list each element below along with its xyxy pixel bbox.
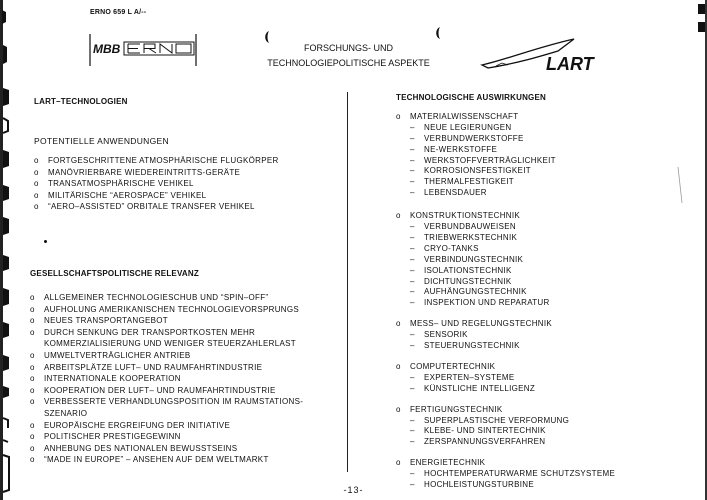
bullet: o: [34, 156, 39, 165]
bullet: o: [30, 374, 35, 384]
list-item: [30, 454, 303, 466]
impact-item: [396, 166, 556, 177]
list-item: o “AERO–ASSISTED” ORBITALE TRANSFER VEHIKEL: [34, 202, 255, 212]
list-item: [30, 362, 303, 374]
svg-text:MBB: MBB: [93, 42, 121, 56]
bullet: o: [30, 362, 35, 372]
list-item-text: ALLGEMEINER TECHNOLOGIESCHUB UND “SPIN–OFF”: [44, 293, 269, 302]
bullet: o: [30, 293, 35, 302]
bullet: o: [34, 167, 39, 177]
list-item-continuation: SZENARIO: [44, 408, 88, 418]
bullet: o: [396, 112, 401, 121]
impact-item-text: DICHTUNGSTECHNIK: [424, 276, 512, 286]
dash: –: [410, 254, 415, 264]
impact-item: [396, 123, 556, 134]
list-item-text: UMWELTVERTRÄGLICHER ANTRIEB: [44, 350, 191, 360]
list-item: o MILITÄRISCHE “AEROSPACE” VEHIKEL: [34, 190, 207, 200]
bullet: o: [30, 327, 35, 337]
bullet: o: [30, 304, 35, 314]
list-item: [30, 350, 303, 362]
applications-list: [34, 155, 279, 213]
list-item-text: AUFHOLUNG AMERIKANISCHEN TECHNOLOGIEVORSPRUNGS: [44, 304, 300, 314]
pencil-mark: [660, 165, 690, 205]
impact-item: [396, 437, 569, 448]
bullet: o: [396, 211, 401, 221]
list-item-continuation: KOMMERZIALISIERUNG UND WENIGER STEUERZAHLERLAST: [44, 339, 296, 349]
impact-item-text: NEUE LEGIERUNGEN: [424, 122, 512, 132]
list-item-text: POLITISCHER PRESTIGEGEWINN: [44, 432, 181, 442]
impact-item: [396, 469, 615, 480]
dash: –: [410, 383, 415, 393]
impact-item-text: AUFHÄNGUNGSTECHNIK: [424, 287, 527, 297]
impact-group: [396, 211, 550, 309]
dash: –: [410, 155, 415, 165]
impact-group: [396, 112, 556, 199]
dash: –: [410, 298, 415, 308]
dash: –: [410, 232, 415, 242]
impact-item: [396, 233, 550, 244]
impact-group-title: [396, 405, 569, 416]
impact-group-title: [396, 319, 552, 330]
impact-item-text: STEUERUNGSTECHNIK: [424, 341, 520, 351]
impact-group-title-text: FERTIGUNGSTECHNIK: [410, 404, 503, 414]
list-item: o MANÖVRIERBARE WIEDEREINTRITTS-GERÄTE: [34, 167, 241, 177]
impact-item-text: LEBENSDAUER: [424, 188, 487, 198]
impact-item-text: TRIEBWERKSTECHNIK: [424, 232, 518, 242]
dash: –: [410, 276, 415, 286]
list-item-text: VERBESSERTE VERHANDLUNGSPOSITION IM RAUMSTATIONS-: [44, 397, 304, 407]
impact-item-text: HOCHTEMPERATURWARME SCHUTZSYSTEME: [424, 469, 616, 479]
bullet: o: [34, 179, 39, 189]
applications-heading: POTENTIELLE ANWENDUNGEN: [34, 136, 169, 146]
binding-edge: [0, 0, 24, 500]
impact-group-title: [396, 458, 615, 469]
impact-item-text: ISOLATIONSTECHNIK: [424, 265, 512, 275]
impact-item: [396, 277, 550, 288]
list-item: o FORTGESCHRITTENE ATMOSPHÄRISCHE FLUGKÖRPER: [34, 156, 279, 165]
dash: –: [410, 330, 415, 340]
impact-item-text: KÜNSTLICHE INTELLIGENZ: [424, 383, 536, 393]
dash: –: [410, 415, 415, 425]
lart-logo: [478, 35, 598, 75]
impact-group-title-text: COMPUTERTECHNIK: [410, 362, 496, 371]
dash: –: [410, 243, 415, 253]
impact-group-title: [396, 211, 550, 222]
impact-item: [396, 156, 556, 167]
impact-item: [396, 341, 552, 352]
dash: –: [410, 133, 415, 143]
bullet: o: [30, 455, 35, 465]
dash: –: [410, 144, 415, 154]
list-item-text: DURCH SENKUNG DER TRANSPORTKOSTEN MEHR: [44, 327, 256, 337]
dash: –: [410, 287, 415, 297]
impact-item-text: VERBINDUNGSTECHNIK: [424, 254, 524, 264]
dash: –: [410, 372, 415, 382]
dash: –: [410, 188, 415, 198]
list-item: [30, 304, 303, 316]
dash: –: [410, 122, 415, 132]
column-divider: [347, 92, 348, 472]
impact-item: [396, 188, 556, 199]
impact-item-text: SENSORIK: [424, 330, 468, 340]
bullet: o: [396, 458, 401, 468]
bullet: o: [396, 319, 401, 329]
list-item: [30, 443, 303, 455]
list-item: o TRANSATMOSPHÄRISCHE VEHIKEL: [34, 179, 194, 189]
list-item-text: INTERNATIONALE KOOPERATION: [44, 374, 181, 384]
list-item-text: EUROPÄISCHE ERGREIFUNG DER INITIATIVE: [44, 420, 231, 430]
dash: –: [410, 265, 415, 275]
list-item: [30, 292, 303, 304]
impact-item: [396, 255, 550, 266]
impact-group-title-text: MESS– UND REGELUNGSTECHNIK: [410, 319, 553, 329]
bullet: o: [30, 443, 35, 453]
impact-item-text: NE-WERKSTOFFE: [424, 144, 498, 154]
list-item-text: NEUES TRANSPORTANGEBOT: [44, 316, 168, 326]
svg-text:LART: LART: [546, 54, 594, 74]
page-number: -13-: [343, 485, 364, 495]
impact-item: [396, 426, 569, 437]
impact-item: [396, 373, 535, 384]
bullet: o: [30, 432, 35, 442]
list-item-text: ARBEITSPLÄTZE LUFT– UND RAUMFAHRTINDUSTRIE: [44, 362, 263, 372]
bullet: o: [34, 190, 39, 200]
dash: –: [410, 166, 415, 176]
list-item: [30, 315, 303, 327]
impact-item-text: HOCHLEISTUNGSTURBINE: [424, 480, 535, 490]
impact-item: [396, 287, 550, 298]
list-item: [30, 385, 303, 397]
impact-group-title: [396, 112, 556, 123]
impact-item-text: THERMALFESTIGKEIT: [424, 177, 514, 187]
left-heading: LART–TECHNOLOGIEN: [34, 97, 128, 106]
impact-item: [396, 244, 550, 255]
impact-item-text: KORROSIONSFESTIGKEIT: [424, 166, 531, 176]
document-title: [0, 41, 707, 71]
document-id: ERNO 659 L A/--: [90, 9, 147, 16]
impact-item-text: SUPERPLASTISCHE VERFORMUNG: [424, 415, 570, 425]
bullet: o: [30, 316, 35, 326]
impact-group-title: [396, 362, 535, 373]
dash: –: [410, 222, 415, 232]
impact-group-title-text: MATERIALWISSENSCHAFT: [410, 112, 519, 121]
title-line-2: TECHNOLOGIEPOLITISCHE ASPEKTE: [267, 58, 430, 68]
impact-item-text: INSPEKTION UND REPARATUR: [424, 298, 550, 308]
list-item-text: KOOPERATION DER LUFT– UND RAUMFAHRTINDUSTRIE: [44, 385, 276, 395]
dash: –: [410, 341, 415, 351]
dash: –: [410, 426, 415, 436]
dash: –: [410, 469, 415, 479]
impact-item-text: ZERSPANNUNGSVERFAHREN: [424, 437, 546, 447]
bullet: o: [30, 420, 35, 430]
impact-group: [396, 362, 535, 395]
impact-item: [396, 145, 556, 156]
impact-item: [396, 298, 550, 309]
impact-item: [396, 222, 550, 233]
impact-item-text: EXPERTEN–SYSTEME: [424, 372, 515, 382]
impact-item-text: VERBUNDBAUWEISEN: [424, 222, 516, 232]
impact-group-title-text: ENERGIETECHNIK: [410, 458, 486, 468]
list-item: [30, 431, 303, 443]
dash: –: [410, 480, 415, 490]
right-edge-marks: [696, 0, 707, 500]
dash: –: [410, 177, 415, 187]
impact-item: [396, 266, 550, 277]
impact-item-text: CRYO-TANKS: [424, 243, 479, 253]
list-item: [30, 327, 303, 339]
dash: –: [410, 437, 415, 447]
impact-item-text: KLEBE- UND SINTERTECHNIK: [424, 426, 546, 436]
bullet: o: [30, 385, 35, 395]
impact-item-text: VERBUNDWERKSTOFFE: [424, 133, 524, 143]
impact-group-title-text: KONSTRUKTIONSTECHNIK: [410, 211, 521, 221]
impact-group: [396, 405, 569, 449]
stray-dot: [44, 240, 47, 243]
bullet: o: [34, 202, 39, 212]
bullet: o: [396, 362, 401, 371]
impact-item: [396, 134, 556, 145]
bullet: o: [396, 404, 401, 414]
list-item: [30, 420, 303, 432]
impact-item: [396, 384, 535, 395]
impact-item: [396, 416, 569, 427]
title-line-1: FORSCHUNGS- UND: [304, 43, 393, 53]
list-item: [30, 373, 303, 385]
list-item-text: “MADE IN EUROPE” – ANSEHEN AUF DEM WELTMARKT: [44, 455, 269, 465]
impact-group: [396, 319, 552, 352]
list-item: [30, 396, 303, 408]
crescent-mark: [434, 26, 446, 40]
impact-item-text: WERKSTOFFVERTRÄGLICHKEIT: [424, 155, 556, 165]
bullet: o: [30, 397, 35, 407]
right-heading: TECHNOLOGISCHE AUSWIRKUNGEN: [396, 93, 546, 102]
list-item-text: ANHEBUNG DES NATIONALEN BEWUSSTSEINS: [44, 443, 238, 453]
bullet: o: [30, 350, 35, 360]
impact-item: [396, 330, 552, 341]
impact-item: [396, 177, 556, 188]
social-heading: GESELLSCHAFTSPOLITISCHE RELEVANZ: [30, 269, 199, 278]
social-relevance-list: [30, 292, 303, 466]
